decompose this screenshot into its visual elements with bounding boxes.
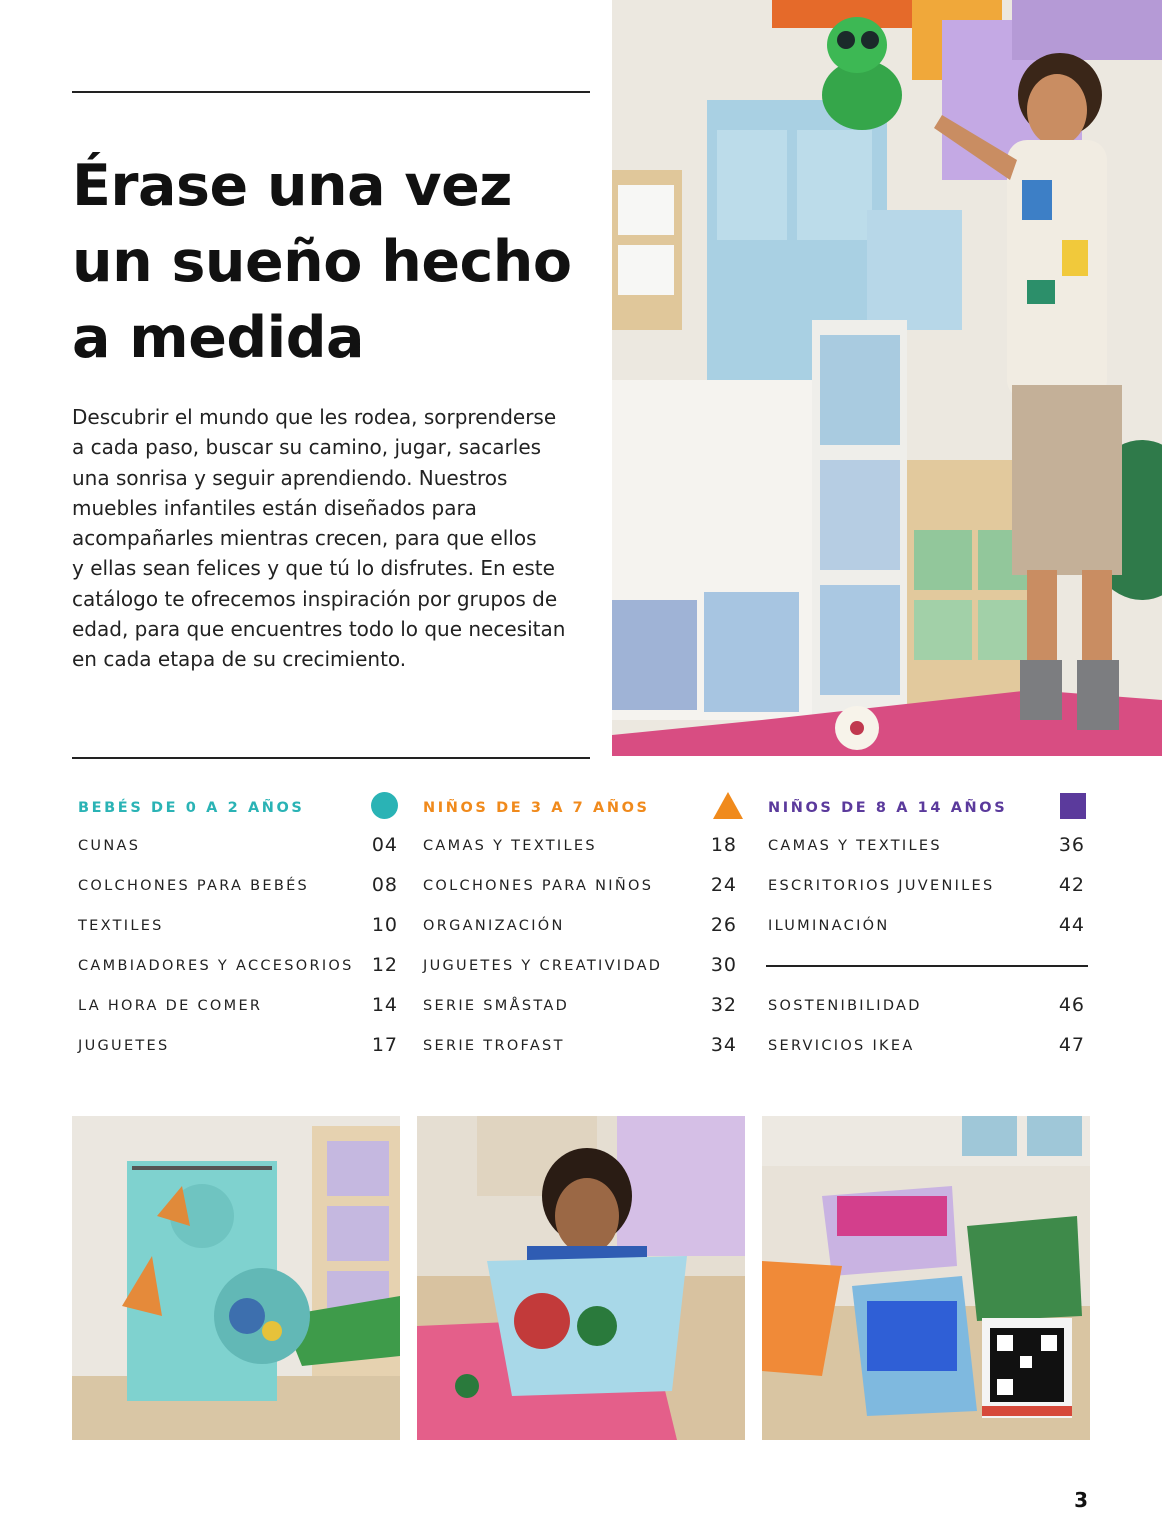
headline-line-2: un sueño hecho	[72, 229, 572, 295]
toc-item[interactable]	[417, 826, 743, 866]
toc-item-page: 14	[371, 994, 398, 1016]
toc-item[interactable]	[72, 946, 398, 986]
toc-item[interactable]	[72, 866, 398, 906]
toc-item-label: CAMAS Y TEXTILES	[768, 838, 942, 854]
orange-triangle-icon	[713, 792, 743, 819]
toc-item[interactable]	[72, 1026, 398, 1066]
toc-item[interactable]	[762, 986, 1088, 1026]
intro-line: a cada paso, buscar su camino, jugar, sacarles	[72, 435, 542, 460]
thumbnail-child-with-box	[417, 1116, 745, 1440]
toc-item[interactable]	[417, 1026, 743, 1066]
toc-item-label: SERVICIOS IKEA	[768, 1038, 915, 1054]
toc-item-page: 32	[710, 994, 737, 1016]
toc-item-label: TEXTILES	[78, 918, 164, 934]
thumbnail-toy-storage	[72, 1116, 400, 1440]
toc-section-title: NIÑOS DE 3 A 7 AÑOS	[423, 800, 650, 816]
intro-line: en cada etapa de su crecimiento.	[72, 647, 407, 672]
toc-item-label: ILUMINACIÓN	[768, 918, 890, 934]
toc-item[interactable]	[72, 906, 398, 946]
toc-item[interactable]	[762, 906, 1088, 946]
intro-line: muebles infantiles están diseñados para	[72, 495, 477, 520]
toc-item-label: CAMBIADORES Y ACCESORIOS	[78, 958, 354, 974]
toc-item-page: 44	[1058, 914, 1085, 936]
hero-photo	[612, 0, 1162, 756]
purple-square-icon	[1060, 793, 1086, 819]
toc-item-label: SERIE TROFAST	[423, 1038, 565, 1054]
toc-item-label: JUGUETES	[78, 1038, 170, 1054]
toc-section-header	[72, 788, 398, 826]
toc-item-label: SERIE SMÅSTAD	[423, 998, 570, 1014]
intro-line: acompañarles mientras crecen, para que ellos	[72, 526, 537, 551]
toc-item[interactable]	[72, 986, 398, 1026]
intro-line: catálogo te ofrecemos inspiración por grupos de	[72, 586, 558, 611]
toc-item-label: CAMAS Y TEXTILES	[423, 838, 597, 854]
toc-item-label: SOSTENIBILIDAD	[768, 998, 922, 1014]
toc-section-header	[417, 788, 743, 826]
toc-item[interactable]	[762, 866, 1088, 906]
toc-item[interactable]	[417, 946, 743, 986]
intro-line: una sonrisa y seguir aprendiendo. Nuestros	[72, 465, 508, 490]
toc-item-page: 04	[371, 834, 398, 856]
toc-item[interactable]	[762, 826, 1088, 866]
toc-item-label: JUGUETES Y CREATIVIDAD	[423, 958, 663, 974]
toc-section-babies	[72, 788, 398, 1066]
toc-item[interactable]	[417, 986, 743, 1026]
toc-item-label: ESCRITORIOS JUVENILES	[768, 878, 995, 894]
toc-item[interactable]	[72, 826, 398, 866]
toc-section-header	[762, 788, 1088, 826]
toc-item-page: 10	[371, 914, 398, 936]
toc-item-page: 46	[1058, 994, 1085, 1016]
toc-divider	[762, 946, 1088, 986]
toc-section-kids-3-7	[417, 788, 743, 1066]
toc-item-label: CUNAS	[78, 838, 141, 854]
teal-circle-icon	[371, 792, 398, 819]
intro-paragraph	[72, 402, 592, 675]
toc-item-page: 12	[371, 954, 398, 976]
intro-line: y ellas sean felices y que tú lo disfrutes. En este	[72, 556, 555, 581]
page-number: 3	[1074, 1488, 1088, 1512]
toc-item-page: 30	[710, 954, 737, 976]
hero-illustration	[612, 0, 1162, 756]
page-headline	[72, 148, 602, 376]
headline-line-1: Érase una vez	[72, 153, 512, 219]
toc-item-label: ORGANIZACIÓN	[423, 918, 565, 934]
toc-item-page: 08	[371, 874, 398, 896]
toc-section-title: NIÑOS DE 8 A 14 AÑOS	[768, 800, 1008, 816]
toc-item-page: 36	[1058, 834, 1085, 856]
thumbnail-bins-illustration	[762, 1116, 1090, 1440]
toc-divider-line	[766, 965, 1088, 967]
toc-item[interactable]	[417, 866, 743, 906]
top-rule	[72, 91, 590, 93]
toc-item[interactable]	[417, 906, 743, 946]
toc-item-page: 17	[371, 1034, 398, 1056]
toc-item-page: 24	[710, 874, 737, 896]
toc-item-page: 42	[1058, 874, 1085, 896]
toc-item-label: LA HORA DE COMER	[78, 998, 263, 1014]
thumbnail-child-illustration	[417, 1116, 745, 1440]
toc-section-title: BEBÉS DE 0 A 2 AÑOS	[78, 800, 305, 816]
thumbnail-toy-storage-illustration	[72, 1116, 400, 1440]
toc-item-page: 47	[1058, 1034, 1085, 1056]
toc-item-page: 18	[710, 834, 737, 856]
headline-line-3: a medida	[72, 305, 364, 371]
toc-section-kids-8-14	[762, 788, 1088, 1066]
toc-item-label: COLCHONES PARA BEBÉS	[78, 878, 310, 894]
toc-item-page: 26	[710, 914, 737, 936]
toc-top-rule	[72, 757, 590, 759]
thumbnail-bins-with-qr	[762, 1116, 1090, 1440]
toc-item-page: 34	[710, 1034, 737, 1056]
intro-line: Descubrir el mundo que les rodea, sorprenderse	[72, 405, 557, 429]
toc-item-label: COLCHONES PARA NIÑOS	[423, 878, 654, 894]
intro-line: edad, para que encuentres todo lo que necesitan	[72, 617, 566, 642]
toc-item[interactable]	[762, 1026, 1088, 1066]
